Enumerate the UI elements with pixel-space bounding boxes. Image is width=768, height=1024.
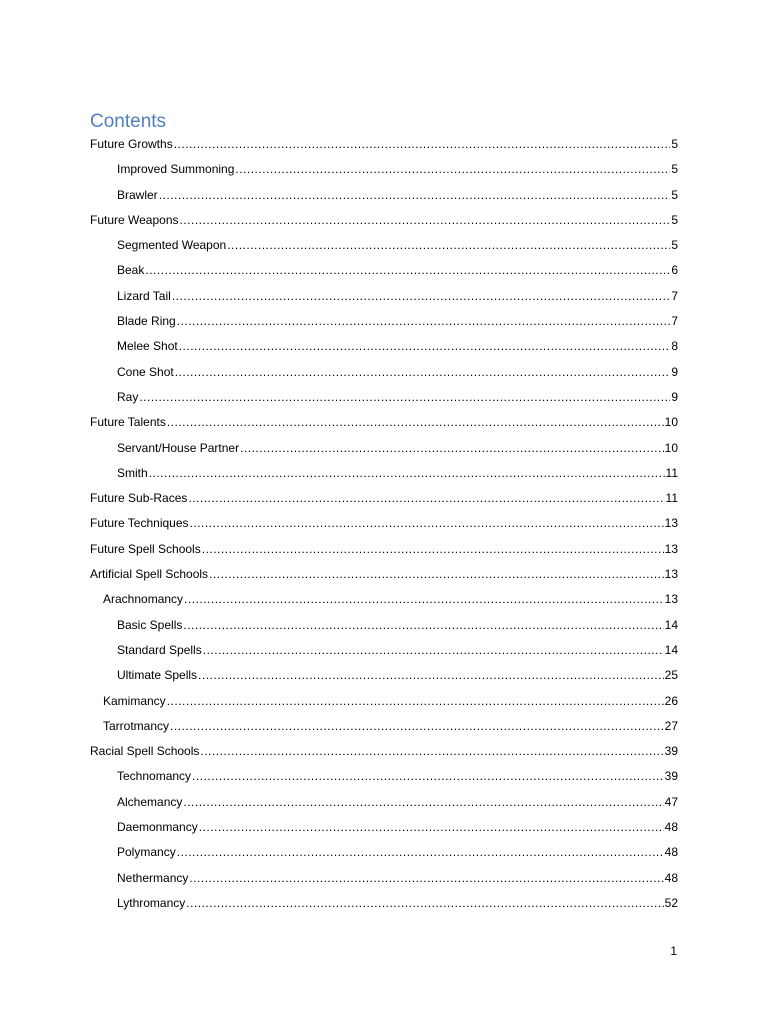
toc-entry[interactable] (90, 210, 678, 235)
toc-entry[interactable] (90, 412, 678, 437)
toc-entry[interactable] (90, 842, 678, 867)
toc-entry[interactable] (90, 159, 678, 184)
toc-dot-leader (175, 362, 671, 382)
toc-dot-leader (186, 893, 663, 913)
toc-entry-page: 13 (664, 516, 678, 531)
toc-entry-page: 10 (664, 440, 678, 455)
toc-entry-label: Beak (117, 263, 145, 278)
toc-entry-label: Arachnomancy (103, 592, 184, 607)
toc-entry-label: Alchemancy (117, 794, 183, 809)
toc-dot-leader (177, 311, 671, 331)
toc-entry-page: 10 (664, 415, 678, 430)
toc-dot-leader (183, 615, 663, 635)
toc-entry-label: Nethermancy (117, 870, 189, 885)
toc-entry-page: 25 (664, 668, 678, 683)
toc-dot-leader (179, 336, 671, 356)
toc-dot-leader (184, 589, 664, 609)
toc-entry[interactable] (90, 665, 678, 690)
toc-entry-label: Future Talents (90, 415, 166, 430)
toc-entry-label: Blade Ring (117, 314, 176, 329)
toc-entry-page: 48 (664, 820, 678, 835)
toc-entry-page: 14 (664, 642, 678, 657)
toc-dot-leader (145, 260, 670, 280)
toc-entry-label: Future Techniques (90, 516, 189, 531)
toc-dot-leader (209, 564, 664, 584)
toc-entry[interactable] (90, 741, 678, 766)
toc-entry-label: Segmented Weapon (117, 238, 227, 253)
toc-entry[interactable] (90, 438, 678, 463)
toc-dot-leader (167, 412, 664, 432)
toc-entry-label: Smith (117, 465, 148, 480)
toc-entry-page: 5 (671, 137, 678, 151)
toc-entry-label: Standard Spells (117, 642, 202, 657)
toc-entry[interactable] (90, 235, 678, 260)
toc-entry[interactable] (90, 286, 678, 311)
toc-dot-leader (192, 766, 664, 786)
toc-entry[interactable] (90, 134, 678, 159)
toc-entry-page: 5 (671, 238, 678, 253)
page-title: Contents (90, 111, 167, 132)
toc-entry[interactable] (90, 362, 678, 387)
toc-dot-leader (172, 286, 671, 306)
toc-entry-page: 39 (664, 769, 678, 784)
toc-entry-page: 39 (664, 744, 678, 759)
toc-entry[interactable] (90, 463, 678, 488)
toc-entry-label: Cone Shot (117, 364, 174, 379)
toc-entry-page: 11 (665, 491, 678, 506)
toc-entry[interactable] (90, 387, 678, 412)
toc-dot-leader (199, 817, 664, 837)
toc-entry-label: Technomancy (117, 769, 192, 784)
toc-entry[interactable] (90, 311, 678, 336)
toc-entry-label: Tarrotmancy (103, 718, 170, 733)
toc-entry-page: 48 (664, 845, 678, 860)
toc-dot-leader (189, 868, 663, 888)
toc-entry-label: Ray (117, 389, 139, 404)
toc-dot-leader (183, 792, 663, 812)
toc-entry-label: Daemonmancy (117, 820, 198, 835)
toc-dot-leader (159, 185, 671, 205)
toc-dot-leader (227, 235, 670, 255)
toc-dot-leader (174, 134, 671, 154)
toc-entry[interactable] (90, 260, 678, 285)
toc-entry-page: 13 (664, 567, 678, 582)
toc-entry-page: 9 (671, 389, 678, 404)
toc-entry[interactable] (90, 640, 678, 665)
toc-entry-label: Kamimancy (103, 693, 166, 708)
toc-entry-page: 27 (664, 718, 678, 733)
toc-entry-label: Future Weapons (90, 212, 179, 227)
toc-entry[interactable] (90, 893, 678, 918)
toc-entry-label: Melee Shot (117, 339, 178, 354)
toc-entry[interactable] (90, 185, 678, 210)
toc-entry-page: 26 (664, 693, 678, 708)
toc-dot-leader (188, 488, 664, 508)
toc-dot-leader (149, 463, 665, 483)
toc-entry-label: Lizard Tail (117, 288, 171, 303)
toc-entry[interactable] (90, 589, 678, 614)
toc-dot-leader (202, 539, 664, 559)
toc-entry[interactable] (90, 817, 678, 842)
toc-entry-label: Improved Summoning (117, 162, 235, 177)
toc-entry-page: 52 (664, 895, 678, 910)
toc-entry[interactable] (90, 336, 678, 361)
toc-entry[interactable] (90, 615, 678, 640)
toc-entry-label: Polymancy (117, 845, 176, 860)
toc-entry-label: Brawler (117, 187, 158, 202)
toc-entry-label: Lythromancy (117, 895, 186, 910)
toc-entry-label: Racial Spell Schools (90, 744, 200, 759)
toc-entry-page: 11 (665, 465, 678, 480)
toc-entry[interactable] (90, 792, 678, 817)
toc-dot-leader (240, 438, 664, 458)
toc-dot-leader (235, 159, 670, 179)
toc-entry-page: 9 (671, 364, 678, 379)
toc-entry-page: 7 (671, 288, 678, 303)
toc-entry[interactable] (90, 488, 678, 513)
toc-dot-leader (167, 691, 664, 711)
toc-entry[interactable] (90, 766, 678, 791)
toc-dot-leader (203, 640, 664, 660)
toc-entry-page: 48 (664, 870, 678, 885)
toc-dot-leader (139, 387, 670, 407)
toc-entry-page: 6 (671, 263, 678, 278)
toc-entry-page: 5 (671, 162, 678, 177)
toc-entry-page: 5 (671, 212, 678, 227)
toc-entry-label: Ultimate Spells (117, 668, 198, 683)
toc-entry[interactable] (90, 564, 678, 589)
toc-entry-label: Future Growths (90, 137, 173, 151)
toc-entry[interactable] (90, 716, 678, 741)
toc-entry[interactable] (90, 539, 678, 564)
toc-entry-label: Basic Spells (117, 617, 183, 632)
toc-entry-page: 5 (671, 187, 678, 202)
toc-entry-page: 13 (664, 592, 678, 607)
toc-entry-label: Future Spell Schools (90, 541, 201, 556)
toc-entry-page: 8 (671, 339, 678, 354)
toc-dot-leader (198, 665, 664, 685)
toc-dot-leader (200, 741, 663, 761)
toc-entry-label: Servant/House Partner (117, 440, 240, 455)
table-of-contents (90, 134, 678, 918)
toc-entry[interactable] (90, 513, 678, 538)
toc-entry-page: 47 (664, 794, 678, 809)
toc-dot-leader (170, 716, 664, 736)
toc-entry-page: 7 (671, 314, 678, 329)
toc-dot-leader (177, 842, 664, 862)
toc-entry-page: 14 (664, 617, 678, 632)
toc-entry-label: Future Sub-Races (90, 491, 188, 506)
toc-dot-leader (180, 210, 671, 230)
toc-entry-label: Artificial Spell Schools (90, 567, 209, 582)
toc-entry[interactable] (90, 868, 678, 893)
toc-entry-page: 13 (664, 541, 678, 556)
toc-entry[interactable] (90, 691, 678, 716)
page-number: 1 (670, 944, 677, 958)
toc-dot-leader (190, 513, 664, 533)
